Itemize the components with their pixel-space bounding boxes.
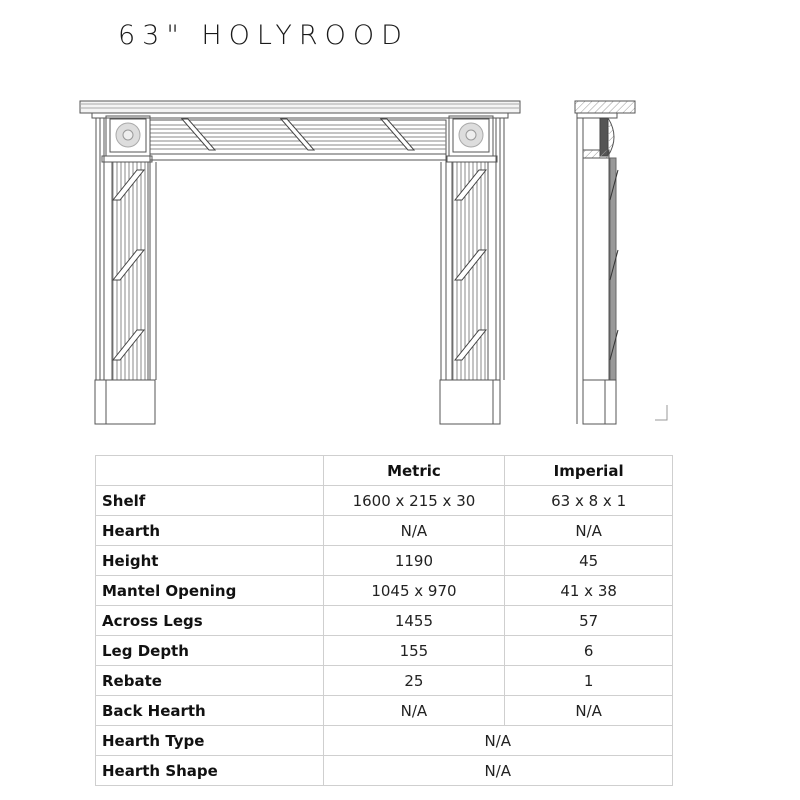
row-label: Rebate — [96, 666, 324, 696]
table-row — [96, 636, 673, 666]
metric-value: N/A — [323, 696, 505, 726]
table-row — [96, 516, 673, 546]
imperial-value: 41 x 38 — [505, 576, 673, 606]
table-row — [96, 666, 673, 696]
merged-value: N/A — [323, 726, 672, 756]
imperial-value: 6 — [505, 636, 673, 666]
imperial-value: 57 — [505, 606, 673, 636]
metric-value: N/A — [323, 516, 505, 546]
table-row — [96, 756, 673, 786]
metric-value: 1190 — [323, 546, 505, 576]
imperial-value: 63 x 8 x 1 — [505, 486, 673, 516]
table-row — [96, 726, 673, 756]
imperial-value: 1 — [505, 666, 673, 696]
metric-value: 1600 x 215 x 30 — [323, 486, 505, 516]
imperial-value: 45 — [505, 546, 673, 576]
side-section — [575, 101, 667, 424]
metric-value: 155 — [323, 636, 505, 666]
table-row — [96, 696, 673, 726]
specifications-table — [95, 455, 673, 786]
header-blank — [96, 456, 324, 486]
row-label: Leg Depth — [96, 636, 324, 666]
header-imperial: Imperial — [505, 456, 673, 486]
table-header-row — [96, 456, 673, 486]
header-metric: Metric — [323, 456, 505, 486]
row-label: Shelf — [96, 486, 324, 516]
table-row — [96, 546, 673, 576]
row-label: Mantel Opening — [96, 576, 324, 606]
page-title: 63" HOLYROOD — [118, 20, 409, 51]
table-row — [96, 606, 673, 636]
imperial-value: N/A — [505, 516, 673, 546]
table-row — [96, 576, 673, 606]
row-label: Across Legs — [96, 606, 324, 636]
metric-value: 1045 x 970 — [323, 576, 505, 606]
row-label: Hearth Shape — [96, 756, 324, 786]
imperial-value: N/A — [505, 696, 673, 726]
row-label: Hearth — [96, 516, 324, 546]
table-row — [96, 486, 673, 516]
row-label: Height — [96, 546, 324, 576]
row-label: Hearth Type — [96, 726, 324, 756]
merged-value: N/A — [323, 756, 672, 786]
metric-value: 1455 — [323, 606, 505, 636]
row-label: Back Hearth — [96, 696, 324, 726]
front-elevation — [80, 101, 520, 424]
metric-value: 25 — [323, 666, 505, 696]
